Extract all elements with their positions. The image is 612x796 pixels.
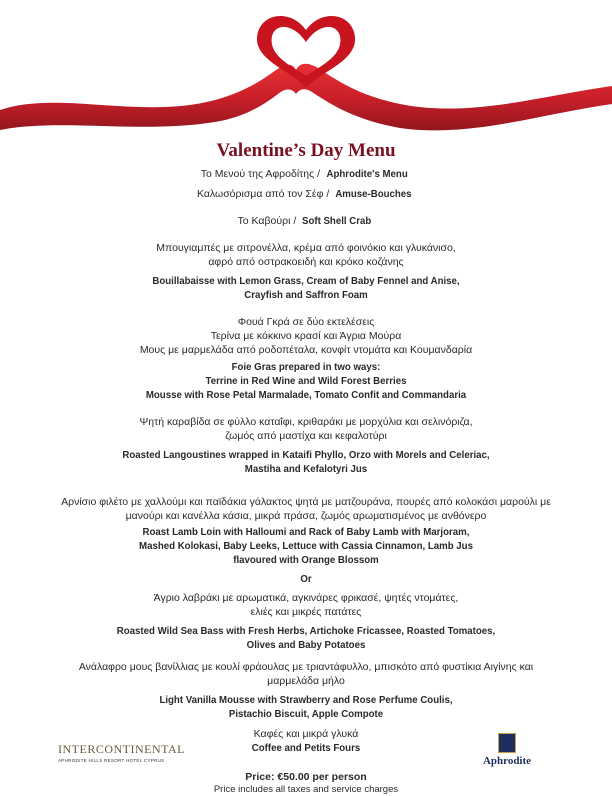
crab-english: Soft Shell Crab (302, 215, 372, 227)
course-dessert (0, 660, 612, 721)
foie-english-2: Terrine in Red Wine and Wild Forest Berries (205, 375, 407, 387)
lamb-english-1: Roast Lamb Loin with Halloumi and Rack of Baby Lamb with Marjoram, (142, 526, 470, 538)
course-lamb (0, 495, 612, 567)
coffee-english: Coffee and Petits Fours (251, 742, 361, 754)
langoustines-greek-2: ζωμός από μαστίχα και κεφαλοτύρι (225, 430, 387, 442)
aphrodite-logo-name: Aphrodite (482, 755, 532, 767)
intro-1-english: Aphrodite's Menu (326, 168, 408, 180)
coffee-greek: Καφές και μικρά γλυκά (253, 728, 359, 740)
foie-english-1: Foie Gras prepared in two ways: (231, 361, 381, 373)
price-note: Price includes all taxes and service charges (213, 784, 399, 795)
langoustines-greek-1: Ψητή καραβίδα σε φύλλο καταΐφι, κριθαράκι με μορχύλια και σελινόριζα, (139, 416, 473, 428)
dessert-greek-1: Ανάλαφρο μους βανίλλιας με κουλί φράουλας με τριαντάφυλλο, μπισκότο από φυστίκια Αιγίνης και (78, 661, 534, 673)
intro-1-greek: Το Μενού της Αφροδίτης / (200, 168, 323, 180)
lamb-english-2: Mashed Kolokasi, Baby Leeks, Lettuce with Cassia Cinnamon, Lamb Jus (139, 540, 473, 552)
lamb-english-3: flavoured with Orange Blossom (233, 554, 379, 566)
or-separator: Or (300, 573, 312, 585)
intro-line-1 (0, 167, 612, 181)
foie-english-3: Mousse with Rose Petal Marmalade, Tomato Confit and Commandaria (145, 389, 467, 401)
dessert-english-1: Light Vanilla Mousse with Strawberry and Rose Perfume Coulis, (159, 694, 453, 706)
bouillabaisse-greek-2: αφρό από οστρακοειδή και κρόκο κοζάνης (208, 256, 404, 268)
intercontinental-logo-subtitle: APHRODITE HILLS RESORT HOTEL CYPRUS (58, 758, 165, 763)
lamb-greek-1: Αρνίσιο φιλέτο με χαλλούμι και παϊδάκια γάλακτος ψητά με ματζουράνα, πουρές από κολοκάσι μαρούλι με (61, 496, 551, 508)
seabass-greek-1: Άγριο λαβράκι με αρωματικά, αγκινάρες φρικασέ, ψητές ντομάτες, (153, 592, 459, 604)
bouillabaisse-english-1: Bouillabaisse with Lemon Grass, Cream of Baby Fennel and Anise, (152, 275, 460, 287)
seabass-english-1: Roasted Wild Sea Bass with Fresh Herbs, Artichoke Fricassee, Roasted Tomatoes, (116, 625, 496, 637)
course-bouillabaisse (0, 241, 612, 302)
foie-greek-2: Τερίνα με κόκκινο κρασί και Άγρια Μούρα (210, 330, 402, 342)
aphrodite-emblem-icon (498, 733, 516, 753)
menu-content (0, 140, 612, 796)
intro-line-2 (0, 187, 612, 201)
foie-greek-1: Φουά Γκρά σε δύο εκτελέσεις (237, 316, 375, 328)
bouillabaisse-english-2: Crayfish and Saffron Foam (244, 289, 368, 301)
langoustines-english-1: Roasted Langoustines wrapped in Kataifi Phyllo, Orzo with Morels and Celeriac, (122, 449, 490, 461)
seabass-english-2: Olives and Baby Potatoes (246, 639, 366, 651)
lamb-greek-2: μανούρι και κανέλλα κάσια, μικρά πράσα, ζωμός αρωματισμένος με ανθόνερο (125, 510, 487, 522)
intro-2-greek: Καλωσόρισμα από τον Σέφ / (196, 188, 333, 200)
course-langoustines (0, 415, 612, 476)
dessert-greek-2: μαρμελάδα μήλο (267, 675, 345, 687)
course-sea-bass (0, 591, 612, 652)
intercontinental-logo (58, 742, 186, 770)
heart-ribbon-decoration (0, 0, 612, 140)
menu-title: Valentine’s Day Menu (216, 140, 396, 161)
dessert-english-2: Pistachio Biscuit, Apple Compote (228, 708, 384, 720)
intercontinental-logo-name: INTERCONTINENTAL (58, 742, 186, 756)
price: Price: €50.00 per person (245, 771, 367, 783)
seabass-greek-2: ελιές και μικρές πατάτες (250, 606, 362, 618)
crab-greek: Το Καβούρι / (237, 215, 300, 227)
intro-2-english: Amuse-Bouches (335, 188, 412, 200)
aphrodite-logo (477, 733, 537, 775)
langoustines-english-2: Mastiha and Kefalotyri Jus (244, 463, 368, 475)
foie-greek-3: Μους με μαρμελάδα από ροδοπέταλα, κονφίτ ντομάτα και Κουμανδαρία (139, 344, 473, 356)
crab-line (0, 214, 612, 228)
bouillabaisse-greek-1: Μπουγιαμπές με σιτρονέλλα, κρέμα από φοινόκιο και γλυκάνισο, (156, 242, 456, 254)
course-foie-gras (0, 315, 612, 402)
